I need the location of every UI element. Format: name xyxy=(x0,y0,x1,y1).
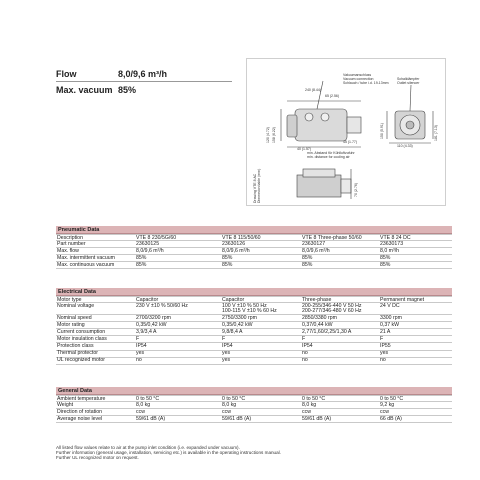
note-cooling-air: min. Abstand für Kühlluftzufuhr min. distance for cooling air xyxy=(307,151,355,159)
cell-value: VTE 8 115/50/60 xyxy=(222,234,261,241)
note-outlet-silencer: Schalldämpfer Outlet silencer xyxy=(397,77,420,85)
cell-value: F xyxy=(380,335,384,342)
electrical-data-section xyxy=(56,288,452,365)
cell-value: Capacitor xyxy=(136,296,159,303)
cell-value: VTE 8 230/5G/60 xyxy=(136,234,177,241)
cell-value: 2,77/1,60/2,25/1,30 A xyxy=(302,328,352,335)
cell-value: 23630126 xyxy=(222,240,246,247)
table-row xyxy=(56,248,452,255)
cell-value: 23630125 xyxy=(136,240,160,247)
pneumatic-table xyxy=(56,234,452,269)
cell-value: 8,0 kg xyxy=(222,401,237,408)
dim-label: 181 (7.13) xyxy=(434,125,438,141)
cell-value: 2850/3380 rpm xyxy=(302,314,337,321)
row-label: Thermal protector xyxy=(57,350,98,357)
row-label: Average noise level xyxy=(57,415,103,422)
table-row xyxy=(56,322,452,329)
cell-value: Permanent magnet xyxy=(380,296,425,303)
cell-value: yes xyxy=(380,350,389,357)
cell-value: ccw xyxy=(222,408,231,415)
cell-value: 100 V ±10 % 50 Hz 100-115 V ±10 % 60 Hz xyxy=(222,302,277,314)
cell-value: 21 A xyxy=(380,328,391,335)
cell-value: 85% xyxy=(222,254,233,261)
cell-value: 8,0 kg xyxy=(136,401,151,408)
cell-value: yes xyxy=(222,357,231,364)
cell-value: IP54 xyxy=(302,343,313,350)
cell-value: ccw xyxy=(302,408,311,415)
table-row xyxy=(56,329,452,336)
row-label: Nominal voltage xyxy=(57,302,95,309)
pneumatic-data-section xyxy=(56,226,452,269)
row-label: Ambient temperature xyxy=(57,395,106,402)
cell-value: 0 to 50 °C xyxy=(222,395,246,402)
dim-label: 70 (2.76) xyxy=(354,182,358,197)
table-row xyxy=(56,358,452,365)
cell-value: 3,9/3,4 A xyxy=(136,328,157,335)
cell-value: yes xyxy=(222,350,231,357)
row-label: Max. flow xyxy=(57,247,79,254)
electrical-table xyxy=(56,296,452,365)
cell-value: 0 to 50 °C xyxy=(302,395,326,402)
footnote: Further UL recognized motor on request. xyxy=(56,455,139,461)
cell-value: 24 V DC xyxy=(380,302,400,309)
section-title: General Data xyxy=(56,387,452,395)
row-label: Description xyxy=(57,234,83,241)
cell-value: 9,8/8,4 A xyxy=(222,328,243,335)
table-row xyxy=(56,336,452,343)
summary-label: Max. vacuum xyxy=(56,85,113,95)
dim-label: 65 (2.56) xyxy=(325,94,340,98)
cell-value: 0 to 50 °C xyxy=(136,395,160,402)
cell-value: 66 dB (A) xyxy=(380,415,402,422)
summary-value: 8,0/9,6 m³/h xyxy=(118,68,168,79)
note-vacuum-connection: Vakuumanschluss Vacuum connection Schlauch / tube i.d. 19-13mm xyxy=(343,73,389,85)
table-row xyxy=(56,343,452,350)
summary-row-flow xyxy=(56,66,232,82)
cell-value: F xyxy=(302,335,306,342)
cell-value: 85% xyxy=(222,261,233,268)
cell-value: 59/61 dB (A) xyxy=(222,415,252,422)
cell-value: no xyxy=(380,357,386,364)
dim-label: 110 (4.33) xyxy=(397,144,413,148)
cell-value: 85% xyxy=(136,261,147,268)
cell-value: IP55 xyxy=(380,343,391,350)
cell-value: yes xyxy=(136,350,145,357)
row-label: Current consumption xyxy=(57,328,106,335)
row-label: Motor rating xyxy=(57,321,85,328)
section-title: Electrical Data xyxy=(56,288,452,296)
drawing-caption: Drawing VTE 8 AC Dimension table (mm) xyxy=(253,168,261,203)
dim-label: 158 (6.22) xyxy=(272,127,276,143)
cell-value: VTE 8 24 DC xyxy=(380,234,411,241)
row-label: Max. intermittent vacuum xyxy=(57,254,115,261)
dim-label: 240 (8.44) xyxy=(305,88,321,92)
cell-value: 8,0 kg xyxy=(302,401,317,408)
cell-value: 59/61 dB (A) xyxy=(302,415,332,422)
section-title: Pneumatic Data xyxy=(56,226,452,234)
cell-value: 23630127 xyxy=(302,240,326,247)
row-label: Weight xyxy=(57,401,74,408)
cell-value: 9,2 kg xyxy=(380,401,395,408)
cell-value: ccw xyxy=(380,408,389,415)
summary-row-vacuum xyxy=(56,82,232,98)
cell-value: 85% xyxy=(380,261,391,268)
cell-value: 59/61 dB (A) xyxy=(136,415,166,422)
row-label: Direction of rotation xyxy=(57,408,102,415)
cell-value: 0,37/0,44 kW xyxy=(302,321,333,328)
summary-label: Flow xyxy=(56,68,77,79)
cell-value: 2700/3200 rpm xyxy=(136,314,171,321)
cell-value: 230 V ±10 % 50/60 Hz xyxy=(136,302,188,309)
cell-value: 8,0/9,6 m³/h xyxy=(302,247,330,254)
table-row xyxy=(56,262,452,269)
dim-label: 120 (4.72) xyxy=(266,127,270,143)
cell-value: 8,0/9,6 m³/h xyxy=(136,247,164,254)
cell-value: 85% xyxy=(302,254,313,261)
technical-drawing xyxy=(246,58,446,206)
cell-value: no xyxy=(136,357,142,364)
table-row xyxy=(56,303,452,315)
cell-value: F xyxy=(136,335,140,342)
footnotes xyxy=(56,445,452,461)
row-label: Motor insulation class xyxy=(57,335,107,342)
row-label: Protection class xyxy=(57,343,94,350)
summary-table xyxy=(56,66,232,98)
cell-value: 3300 rpm xyxy=(380,314,402,321)
general-table xyxy=(56,395,452,423)
cell-value: 8,0/9,6 m³/h xyxy=(222,247,250,254)
cell-value: Capacitor xyxy=(222,296,245,303)
row-label: UL recognized motor xyxy=(57,357,105,364)
table-row xyxy=(56,402,452,409)
row-label: Nominal speed xyxy=(57,314,92,321)
cell-value: 0,37 kW xyxy=(380,321,400,328)
table-row xyxy=(56,416,452,423)
cell-value: 0,35/0,42 kW xyxy=(136,321,167,328)
row-label: Motor type xyxy=(57,296,82,303)
cell-value: IP54 xyxy=(136,343,147,350)
dim-label: 40 (1.57) xyxy=(297,147,312,151)
cell-value: 85% xyxy=(136,254,147,261)
row-label: Max. continuous vacuum xyxy=(57,261,115,268)
cell-value: F xyxy=(222,335,226,342)
dim-label: 150 (5.91) xyxy=(380,123,384,139)
cell-value: 0 to 50 °C xyxy=(380,395,404,402)
cell-value: 8,0 m³/h xyxy=(380,247,400,254)
footnote: Further information (general usage, installation, servicing etc.) is available in the operating instructions manual. xyxy=(56,450,281,456)
footnote: All listed flow values relate to air at the pump inlet condition (i.e. expanded under vacuum). xyxy=(56,445,240,450)
dim-label: 45 (1.77) xyxy=(343,140,358,144)
cell-value: 85% xyxy=(302,261,313,268)
cell-value: Three-phase xyxy=(302,296,332,303)
table-row xyxy=(56,255,452,262)
cell-value: 85% xyxy=(380,254,391,261)
general-data-section xyxy=(56,387,452,423)
row-label: Part number xyxy=(57,240,86,247)
cell-value: IP54 xyxy=(222,343,233,350)
cell-value: VTE 8 Three-phase 50/60 xyxy=(302,234,362,241)
table-row xyxy=(56,351,452,358)
summary-value: 85% xyxy=(118,85,137,95)
cell-value: ccw xyxy=(136,408,145,415)
cell-value: no xyxy=(302,350,308,357)
cell-value: no xyxy=(302,357,308,364)
cell-value: 200-255/346-440 V 50 Hz 200-277/346-480 V 60 Hz xyxy=(302,302,362,314)
cell-value: 2750/3300 rpm xyxy=(222,314,257,321)
cell-value: 23630173 xyxy=(380,240,404,247)
cell-value: 0,35/0,42 kW xyxy=(222,321,253,328)
